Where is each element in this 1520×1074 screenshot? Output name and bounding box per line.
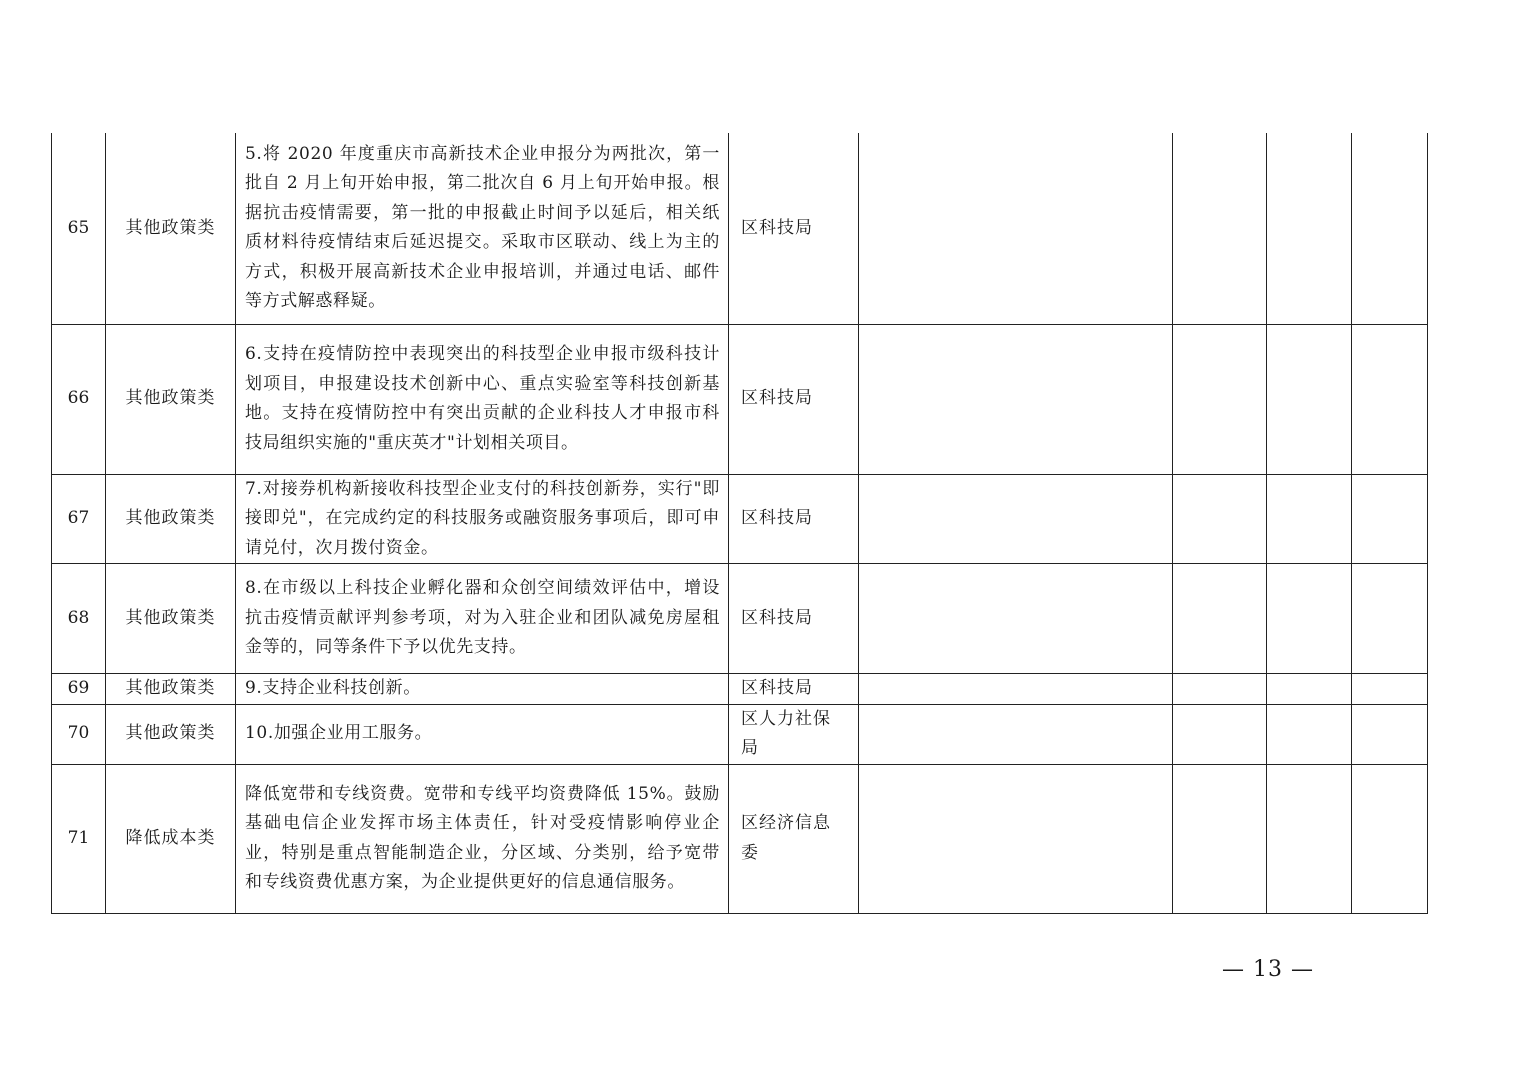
empty-cell <box>1267 674 1352 705</box>
table-row <box>52 704 1428 764</box>
row-content: 7.对接券机构新接收科技型企业支付的科技创新券，实行"即接即兑"，在完成约定的科技服务或融资服务事项后，即可申请兑付，次月拨付资金。 <box>236 474 729 564</box>
empty-cell <box>1352 133 1428 324</box>
row-department: 区科技局 <box>729 324 859 474</box>
row-category: 其他政策类 <box>106 674 236 705</box>
empty-cell <box>1352 674 1428 705</box>
empty-cell <box>1267 133 1352 324</box>
empty-cell <box>1267 324 1352 474</box>
empty-cell <box>859 704 1173 764</box>
empty-cell <box>1267 474 1352 564</box>
table-row <box>52 133 1428 324</box>
row-content: 降低宽带和专线资费。宽带和专线平均资费降低 15%。鼓励基础电信企业发挥市场主体责任，针对受疫情影响停业企业，特别是重点智能制造企业，分区域、分类别，给予宽带和专线资费优惠方案，为企业提供更好的信息通信服务。 <box>236 764 729 913</box>
row-number: 71 <box>52 764 106 913</box>
row-department: 区科技局 <box>729 474 859 564</box>
row-category: 其他政策类 <box>106 474 236 564</box>
table-row <box>52 324 1428 474</box>
table-row <box>52 564 1428 674</box>
table-row <box>52 474 1428 564</box>
empty-cell <box>859 564 1173 674</box>
row-department: 区科技局 <box>729 564 859 674</box>
page-number: — 13 — <box>1222 957 1314 982</box>
empty-cell <box>859 474 1173 564</box>
empty-cell <box>1352 764 1428 913</box>
policy-table <box>51 133 1428 914</box>
row-category: 其他政策类 <box>106 564 236 674</box>
empty-cell <box>1173 324 1267 474</box>
row-category: 其他政策类 <box>106 704 236 764</box>
empty-cell <box>1352 474 1428 564</box>
empty-cell <box>1173 764 1267 913</box>
table-row <box>52 674 1428 705</box>
row-number: 69 <box>52 674 106 705</box>
empty-cell <box>1173 674 1267 705</box>
empty-cell <box>1352 704 1428 764</box>
empty-cell <box>1173 474 1267 564</box>
row-content: 9.支持企业科技创新。 <box>236 674 729 705</box>
empty-cell <box>1352 564 1428 674</box>
row-content: 6.支持在疫情防控中表现突出的科技型企业申报市级科技计划项目，申报建设技术创新中心、重点实验室等科技创新基地。支持在疫情防控中有突出贡献的企业科技人才申报市科技局组织实施的"重庆英才"计划相关项目。 <box>236 324 729 474</box>
row-category: 其他政策类 <box>106 133 236 324</box>
empty-cell <box>1267 564 1352 674</box>
empty-cell <box>1267 704 1352 764</box>
row-content: 5.将 2020 年度重庆市高新技术企业申报分为两批次，第一批自 2 月上旬开始申报，第二批次自 6 月上旬开始申报。根据抗击疫情需要，第一批的申报截止时间予以延后，相关纸质材料待疫情结束后延迟提交。采取市区联动、线上为主的方式，积极开展高新技术企业申报培训，并通过电话、邮件等方式解惑释疑。 <box>236 133 729 324</box>
empty-cell <box>1173 704 1267 764</box>
empty-cell <box>859 764 1173 913</box>
row-department: 区人力社保局 <box>729 704 859 764</box>
empty-cell <box>859 674 1173 705</box>
row-number: 66 <box>52 324 106 474</box>
empty-cell <box>1173 564 1267 674</box>
empty-cell <box>1173 133 1267 324</box>
row-number: 67 <box>52 474 106 564</box>
row-department: 区经济信息委 <box>729 764 859 913</box>
row-number: 70 <box>52 704 106 764</box>
row-department: 区科技局 <box>729 674 859 705</box>
empty-cell <box>859 324 1173 474</box>
empty-cell <box>1267 764 1352 913</box>
row-category: 其他政策类 <box>106 324 236 474</box>
row-number: 68 <box>52 564 106 674</box>
row-department: 区科技局 <box>729 133 859 324</box>
empty-cell <box>1352 324 1428 474</box>
row-content: 10.加强企业用工服务。 <box>236 704 729 764</box>
row-category: 降低成本类 <box>106 764 236 913</box>
row-content: 8.在市级以上科技企业孵化器和众创空间绩效评估中，增设抗击疫情贡献评判参考项，对为入驻企业和团队减免房屋租金等的，同等条件下予以优先支持。 <box>236 564 729 674</box>
empty-cell <box>859 133 1173 324</box>
table-row <box>52 764 1428 913</box>
row-number: 65 <box>52 133 106 324</box>
